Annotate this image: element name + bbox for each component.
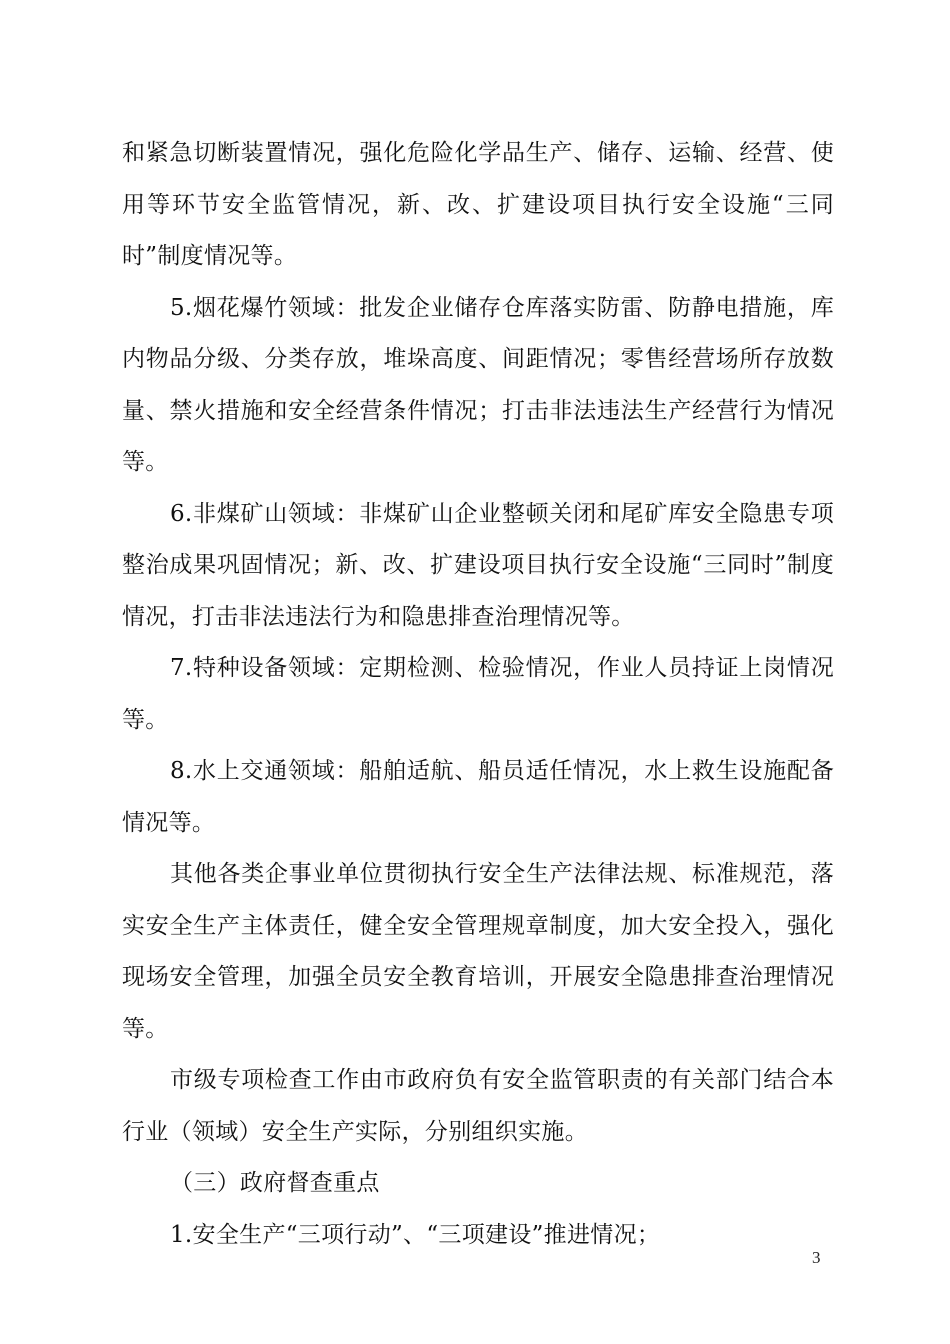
paragraph-municipal-inspection: 市级专项检查工作由市政府负有安全监管职责的有关部门结合本行业（领域）安全生产实际，分别组织实施。 (122, 1067, 834, 1145)
paragraph-three-actions: 1.安全生产“三项行动”、“三项建设”推进情况； (170, 1221, 661, 1248)
paragraph-special-equipment: 7.特种设备领域：定期检测、检验情况，作业人员持证上岗情况等。 (122, 655, 834, 733)
paragraph-water-traffic: 8.水上交通领域：船舶适航、船员适任情况，水上救生设施配备情况等。 (122, 758, 834, 836)
paragraph-hazardous-chemicals-continued: 和紧急切断装置情况，强化危险化学品生产、储存、运输、经营、使用等环节安全监管情况，新、改、扩建设项目执行安全设施“三同时”制度情况等。 (122, 140, 834, 269)
paragraph-non-coal-mines: 6.非煤矿山领域：非煤矿山企业整顿关闭和尾矿库安全隐患专项整治成果巩固情况；新、改、扩建设项目执行安全设施“三同时”制度情况，打击非法违法行为和隐患排查治理情况等。 (122, 500, 834, 630)
document-body (122, 128, 834, 1261)
paragraph-fireworks: 5.烟花爆竹领域：批发企业储存仓库落实防雷、防静电措施，库内物品分级、分类存放，堆垛高度、间距情况；零售经营场所存放数量、禁火措施和安全经营条件情况；打击非法违法生产经营行为情况等。 (122, 294, 834, 475)
page-number: 3 (812, 1248, 821, 1267)
section-heading-government-supervision: （三）政府督查重点 (170, 1170, 380, 1196)
paragraph-other-units: 其他各类企事业单位贯彻执行安全生产法律法规、标准规范，落实安全生产主体责任，健全安全管理规章制度，加大安全投入，强化现场安全管理，加强全员安全教育培训，开展安全隐患排查治理情况等。 (122, 861, 834, 1042)
